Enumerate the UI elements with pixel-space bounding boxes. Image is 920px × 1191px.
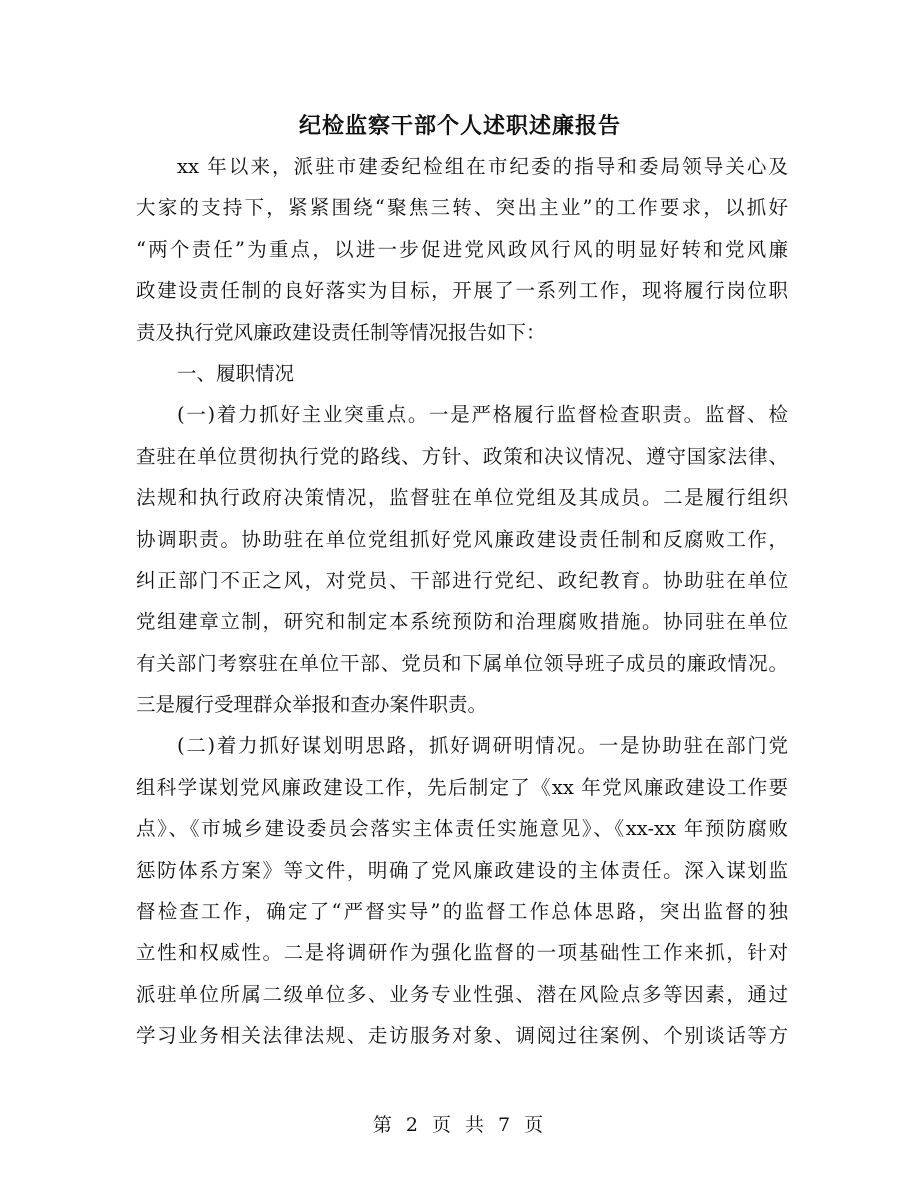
paragraph-line: 政建设责任制的良好落实为目标，开展了一系列工作，现将履行岗位职 <box>136 279 788 303</box>
paragraph-line: (二)着力抓好谋划明思路，抓好调研明情况。一是协助驻在部门党 <box>177 734 788 758</box>
paragraph-line: 督检查工作，确定了“严督实导”的监督工作总体思路，突出监督的独 <box>136 900 788 924</box>
page-number-footer: 第 2 页 共 7 页 <box>372 1114 548 1136</box>
document-title: 纪检监察干部个人述职述廉报告 <box>298 113 621 139</box>
document-body <box>136 146 788 1057</box>
paragraph-line: “两个责任”为重点，以进一步促进党风政风行风的明显好转和党风廉 <box>136 237 788 261</box>
paragraph-line: 学习业务相关法律法规、走访服务对象、调阅过往案例、个别谈话等方 <box>136 1024 788 1048</box>
paragraph-line: 组科学谋划党风廉政建设工作，先后制定了《xx 年党风廉政建设工作要 <box>136 775 788 799</box>
paragraph-line: 惩防体系方案》等文件，明确了党风廉政建设的主体责任。深入谋划监 <box>136 858 788 882</box>
paragraph-line: 党组建章立制，研究和制定本系统预防和治理腐败措施。协同驻在单位 <box>136 610 788 634</box>
paragraph-line: 三是履行受理群众举报和查办案件职责。 <box>136 693 488 717</box>
paragraph-line: 协调职责。协助驻在单位党组抓好党风廉政建设责任制和反腐败工作， <box>136 527 788 551</box>
paragraph-line: (一)着力抓好主业突重点。一是严格履行监督检查职责。监督、检 <box>177 403 788 427</box>
paragraph-line: 纠正部门不正之风，对党员、干部进行党纪、政纪教育。协助驻在单位 <box>136 568 788 592</box>
section-heading: 一、履职情况 <box>177 361 295 385</box>
paragraph-line: 责及执行党风廉政建设责任制等情况报告如下： <box>136 320 546 344</box>
paragraph-line: xx 年以来，派驻市建委纪检组在市纪委的指导和委局领导关心及 <box>177 155 788 178</box>
paragraph-line: 查驻在单位贯彻执行党的路线、方针、政策和决议情况、遵守国家法律、 <box>136 444 788 468</box>
paragraph-line: 大家的支持下，紧紧围绕“聚焦三转、突出主业”的工作要求，以抓好 <box>136 196 788 220</box>
paragraph-line: 派驻单位所属二级单位多、业务专业性强、潜在风险点多等因素，通过 <box>136 982 788 1006</box>
paragraph-line: 立性和权威性。二是将调研作为强化监督的一项基础性工作来抓，针对 <box>136 941 788 965</box>
paragraph-line: 有关部门考察驻在单位干部、党员和下属单位领导班子成员的廉政情况。 <box>136 651 788 675</box>
paragraph-line: 法规和执行政府决策情况，监督驻在单位党组及其成员。二是履行组织 <box>136 486 788 510</box>
paragraph-line: 点》、《市城乡建设委员会落实主体责任实施意见》、《xx-xx 年预防腐败 <box>136 817 788 841</box>
